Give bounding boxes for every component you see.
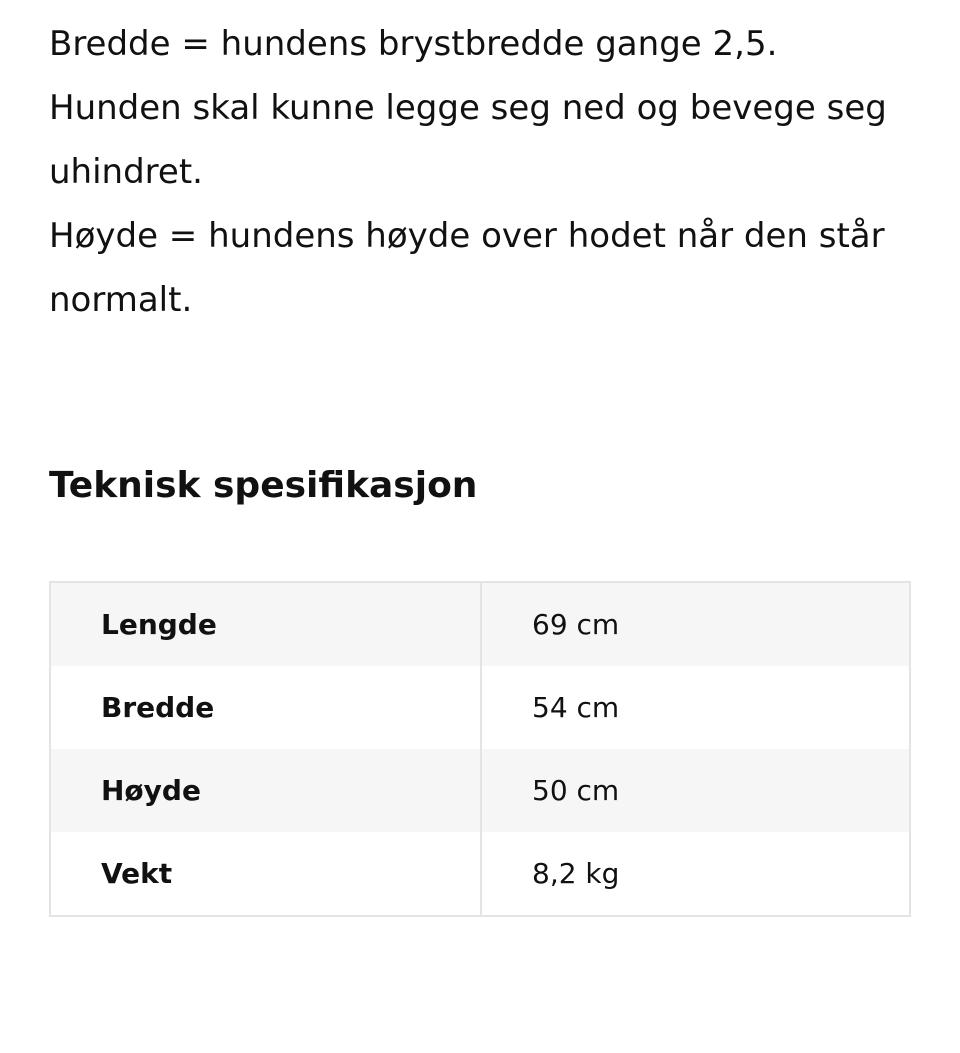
description-height-text: Høyde = hundens høyde over hodet når den står normalt. — [49, 216, 885, 320]
spec-value: 54 cm — [532, 691, 620, 724]
spec-row-height — [50, 749, 910, 832]
spec-label: Lengde — [50, 582, 481, 666]
product-description — [49, 12, 929, 332]
spec-label: Bredde — [50, 666, 481, 749]
description-movement-text: Hunden skal kunne legge seg ned og bevege seg uhindret. — [49, 88, 887, 192]
spec-row-width — [50, 666, 910, 749]
spec-row-weight — [50, 832, 910, 916]
spec-heading: Teknisk spesifikasjon — [49, 465, 478, 506]
spec-value: 69 cm — [481, 582, 910, 666]
spec-row-length — [50, 582, 910, 666]
spec-value: 8,2 kg — [532, 857, 620, 890]
spec-label: Høyde — [50, 749, 481, 832]
description-width-text: Bredde = hundens brystbredde gange 2,5. — [49, 24, 778, 64]
spec-value: 50 cm — [481, 749, 910, 832]
spec-label: Vekt — [50, 832, 481, 916]
spec-table — [49, 581, 911, 917]
